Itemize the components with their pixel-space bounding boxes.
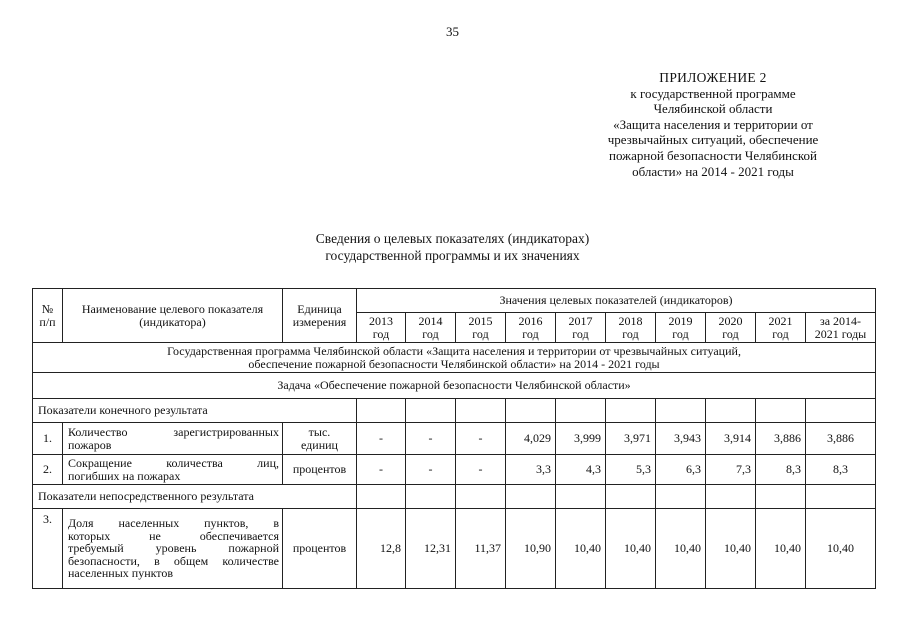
row-value: 8,3 [756,455,806,485]
appendix-block [560,70,866,179]
empty-cell [456,485,506,509]
row-value: 3,971 [606,423,656,455]
header-year [756,313,806,343]
header-text: Единица [297,302,342,316]
header-year-unit: год [622,326,639,341]
header-year-unit: год [772,326,789,341]
empty-cell [756,399,806,423]
row-name-line: Доля населенных пунктов, в [68,516,279,531]
row-unit [283,509,357,589]
header-year-unit: год [372,326,390,341]
row-num: 1. [33,423,63,455]
appendix-line: области» на 2014 - 2021 годы [632,163,794,179]
header-year-number: 2019 [668,314,693,328]
row-value: 3,3 [506,455,556,485]
row-value: 11,37 [456,509,506,589]
empty-cell [706,485,756,509]
header-year [706,313,756,343]
row-value: 10,90 [506,509,556,589]
row-unit [283,423,357,455]
header-year-unit: год [572,326,589,341]
table-row [33,423,876,455]
appendix-heading: ПРИЛОЖЕНИЕ 2 [659,70,767,85]
section-row [33,485,876,509]
table-row [33,455,876,485]
header-text: Наименование целевого показателя [81,302,264,316]
title-line: Сведения о целевых показателях (индикаторах) [315,231,590,246]
header-year-number: 2021 [768,314,793,328]
indicators-table [32,288,876,589]
empty-cell [806,399,876,423]
program-row [33,343,876,373]
row-name-line: населенных пунктов [68,566,174,581]
row-value: 4,029 [506,423,556,455]
row-unit-line: процентов [292,462,347,477]
section-direct-label: Показатели непосредственного результата [33,485,357,509]
header-text: (индикатора) [139,314,206,329]
section-final-label: Показатели конечного результата [33,399,357,423]
row-unit-line: процентов [292,541,347,556]
row-value: 4,3 [556,455,606,485]
empty-cell [606,485,656,509]
row-name-line: Сокращение количества лиц, [68,456,279,470]
row-value: 3,886 [756,423,806,455]
row-name-line: пожаров [68,437,112,452]
empty-cell [556,399,606,423]
header-year-number: 2018 [618,314,643,328]
program-cell [33,343,876,373]
row-value-total: 10,40 [806,509,876,589]
empty-cell [506,485,556,509]
header-values-group: Значения целевых показателей (индикаторов) [357,289,876,313]
header-name [63,289,283,343]
header-year-number: 2015 [468,314,493,328]
row-value: 10,40 [656,509,706,589]
row-value: 10,40 [756,509,806,589]
header-year-number: 2014 [418,314,443,328]
appendix-line: Челябинской области [653,101,773,117]
table-row [33,509,876,589]
empty-cell [606,399,656,423]
header-year-unit: год [722,326,739,341]
page-number: 35 [446,24,459,39]
empty-cell [556,485,606,509]
row-value: 5,3 [606,455,656,485]
row-value: 3,914 [706,423,756,455]
header-year [606,313,656,343]
row-value: 3,943 [656,423,706,455]
header-year [506,313,556,343]
empty-cell [656,399,706,423]
empty-cell [406,399,456,423]
row-value: 12,8 [357,509,406,589]
appendix-line: «Защита населения и территории от [613,116,813,132]
header-year-number: 2020 [718,314,743,328]
row-value: - [456,423,506,455]
task-row [33,373,876,399]
header-text: п/п [39,314,56,329]
header-text: измерения [292,314,347,329]
title-line: государственной программы и их значениях [325,248,580,263]
section-row [33,399,876,423]
header-total-line: за 2014- [819,314,862,328]
header-year [406,313,456,343]
row-unit-line: единиц [301,437,338,452]
document-title [0,230,905,264]
header-year [556,313,606,343]
row-value: - [456,455,506,485]
row-name-line: Количество зарегистрированных [68,425,279,439]
header-unit [283,289,357,343]
row-name [63,455,283,485]
header-year-unit: год [422,326,439,341]
row-name-line: которых не обеспечивается [68,528,279,543]
row-num: 3. [33,509,63,589]
program-line: Государственная программа Челябинской области «Защита населения и территории от чрезвычайных ситуаций, [167,344,741,358]
empty-cell [357,399,406,423]
empty-cell [706,399,756,423]
row-value-total: 3,886 [806,423,876,455]
appendix-line: к государственной программе [630,85,796,101]
header-row [33,289,876,313]
empty-cell [756,485,806,509]
row-name-line: безопасности, в общем количестве [68,553,279,568]
appendix-line: чрезвычайных ситуаций, обеспечение [607,132,819,148]
header-total [806,313,876,343]
row-value: 12,31 [406,509,456,589]
empty-cell [357,485,406,509]
header-total-line: 2021 годы [814,326,867,341]
header-year-unit: год [522,326,539,341]
appendix-line: пожарной безопасности Челябинской [608,147,817,163]
row-value: - [406,423,456,455]
row-value: 10,40 [606,509,656,589]
row-name [63,423,283,455]
header-year-unit: год [672,326,689,341]
row-unit-line: тыс. [308,425,331,439]
row-name-line: требуемый уровень пожарной [68,541,279,556]
row-value: 10,40 [556,509,606,589]
empty-cell [806,485,876,509]
header-year-number: 2016 [518,314,543,328]
empty-cell [406,485,456,509]
row-value: - [406,455,456,485]
row-name [63,509,283,589]
row-name-line: погибших на пожарах [68,468,181,483]
row-value: - [357,455,406,485]
row-value: - [357,423,406,455]
empty-cell [656,485,706,509]
row-num: 2. [33,455,63,485]
task-cell: Задача «Обеспечение пожарной безопасности Челябинской области» [33,373,876,399]
row-value-total: 8,3 [806,455,876,485]
row-value: 7,3 [706,455,756,485]
program-line: обеспечение пожарной безопасности Челябинской области» на 2014 - 2021 годы [248,356,660,371]
row-unit [283,455,357,485]
empty-cell [456,399,506,423]
header-year-unit: год [472,326,489,341]
row-value: 6,3 [656,455,706,485]
header-year [656,313,706,343]
header-num [33,289,63,343]
header-text: № [41,302,54,316]
header-year-number: 2017 [568,314,593,328]
header-year [456,313,506,343]
header-year [357,313,406,343]
row-value: 10,40 [706,509,756,589]
empty-cell [506,399,556,423]
row-value: 3,999 [556,423,606,455]
header-year-number: 2013 [369,314,393,328]
